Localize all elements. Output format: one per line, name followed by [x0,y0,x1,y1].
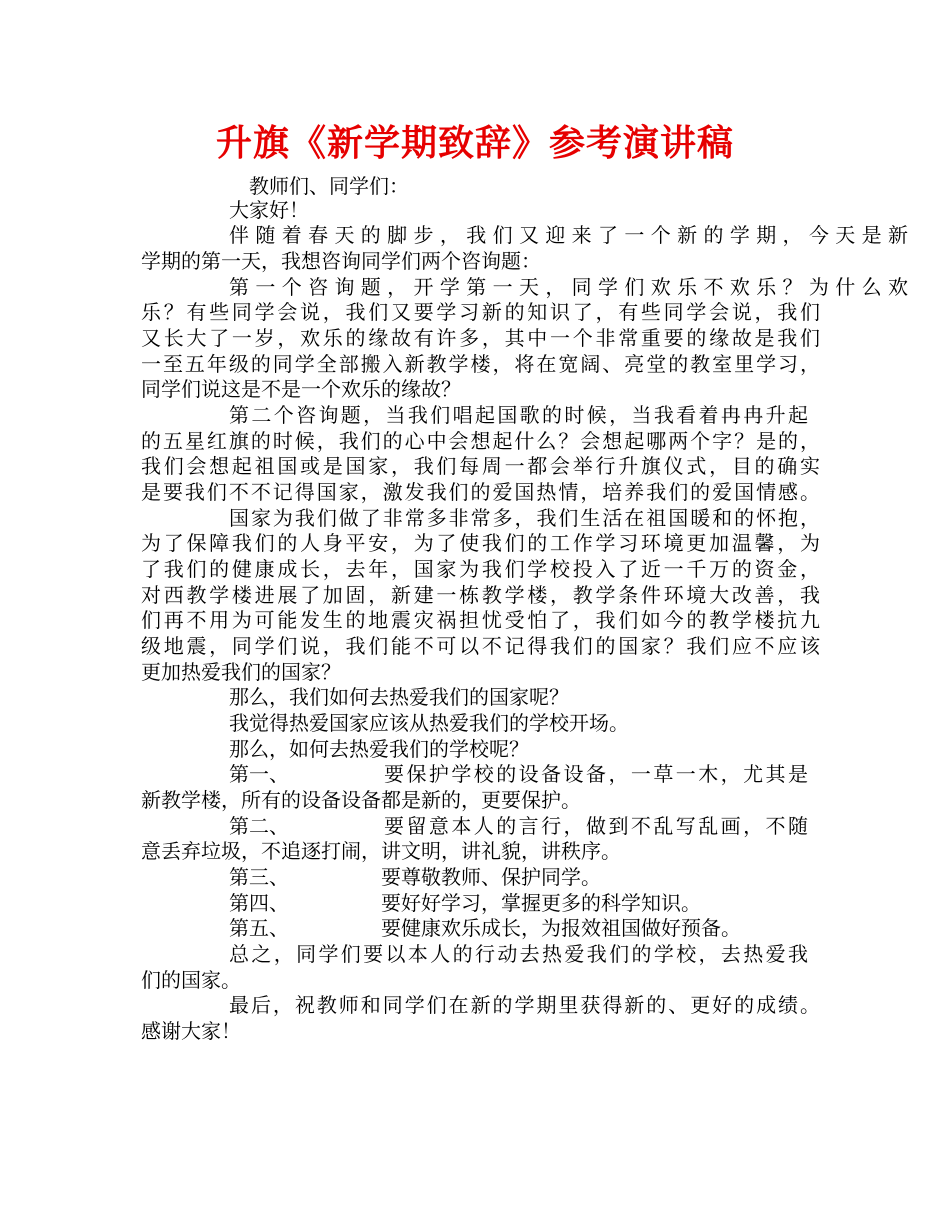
body-line: 们的国家。 [141,968,241,992]
body-line: 更加热爱我们的国家？ [141,660,341,684]
body-line: 总之，同学们要以本人的行动去热爱我们的学校，去热爱我 [229,942,811,966]
body-line: 要尊敬教师、保护同学。 [381,865,601,889]
body-line: 最后，祝教师和同学们在新的学期里获得新的、更好的成绩。 [229,993,822,1017]
body-line: 了我们的健康成长，去年，国家为我们学校投入了近一千万的资金， [141,557,823,581]
body-line: 一至五年级的同学全部搬入新教学楼，将在宽阔、亮堂的教室里学习， [141,352,822,376]
body-line: 要保护学校的设备设备，一草一木，尤其是 [384,762,811,786]
body-line: 级地震，同学们说，我们能不可以不记得我们的国家？我们应不应该 [141,634,823,658]
body-line: 又长大了一岁，欢乐的缘故有许多，其中一个非常重要的缘故是我们 [141,326,823,350]
body-line: 新教学楼，所有的设备设备都是新的，更要保护。 [141,788,581,812]
body-line: 我觉得热爱国家应该从热爱我们的学校开场。 [229,711,629,735]
body-line: 第二个咨询题，当我们唱起国歌的时候，当我看着冉冉升起 [229,403,811,427]
body-line: 对西教学楼进展了加固，新建一栋教学楼，教学条件环境大改善，我 [141,583,823,607]
body-line: 感谢大家！ [141,1019,241,1043]
body-line: 那么，我们如何去热爱我们的国家呢？ [229,685,569,709]
body-line: 第三、 [229,865,289,889]
body-line: 教师们、同学们： [249,174,409,198]
body-line: 第四、 [229,891,289,915]
body-line: 国家为我们做了非常多非常多，我们生活在祖国暖和的怀抱， [229,506,822,530]
body-line: 乐？有些同学会说，我们又要学习新的知识了，有些同学会说，我们 [141,300,823,324]
body-line: 们再不用为可能发生的地震灾祸担忧受怕了，我们如今的教学楼抗九 [141,608,823,632]
body-line: 要好好学习，掌握更多的科学知识。 [381,891,701,915]
body-line: 是要我们不不记得国家，激发我们的爱国热情，培养我们的爱国情感。 [141,480,822,504]
body-line: 要健康欢乐成长，为报效祖国做好预备。 [381,916,741,940]
document-title: 升旗《新学期致辞》参考演讲稿 [215,123,734,164]
body-line: 的五星红旗的时候，我们的心中会想起什么？会想起哪两个字？是的， [141,429,822,453]
body-line: 第二、 [229,814,289,838]
body-line: 要留意本人的言行，做到不乱写乱画，不随 [384,814,811,838]
body-line: 大家好！ [229,198,309,222]
body-line: 第一、 [229,762,289,786]
body-line: 伴随着春天的脚步，我们又迎来了一个新的学期，今天是新 [229,223,915,247]
body-line: 意丢弃垃圾，不追逐打闹，讲文明，讲礼貌，讲秩序。 [141,839,621,863]
body-line: 为了保障我们的人身平安，为了使我们的工作学习环境更加温馨，为 [141,531,823,555]
body-line: 学期的第一天，我想咨询同学们两个咨询题： [141,249,541,273]
body-line: 同学们说这是不是一个欢乐的缘故？ [141,377,461,401]
body-line: 第一个咨询题，开学第一天，同学们欢乐不欢乐？为什么欢 [229,275,915,299]
body-line: 我们会想起祖国或是国家，我们每周一都会举行升旗仪式，目的确实 [141,454,823,478]
body-line: 那么，如何去热爱我们的学校呢？ [229,737,529,761]
body-line: 第五、 [229,916,289,940]
